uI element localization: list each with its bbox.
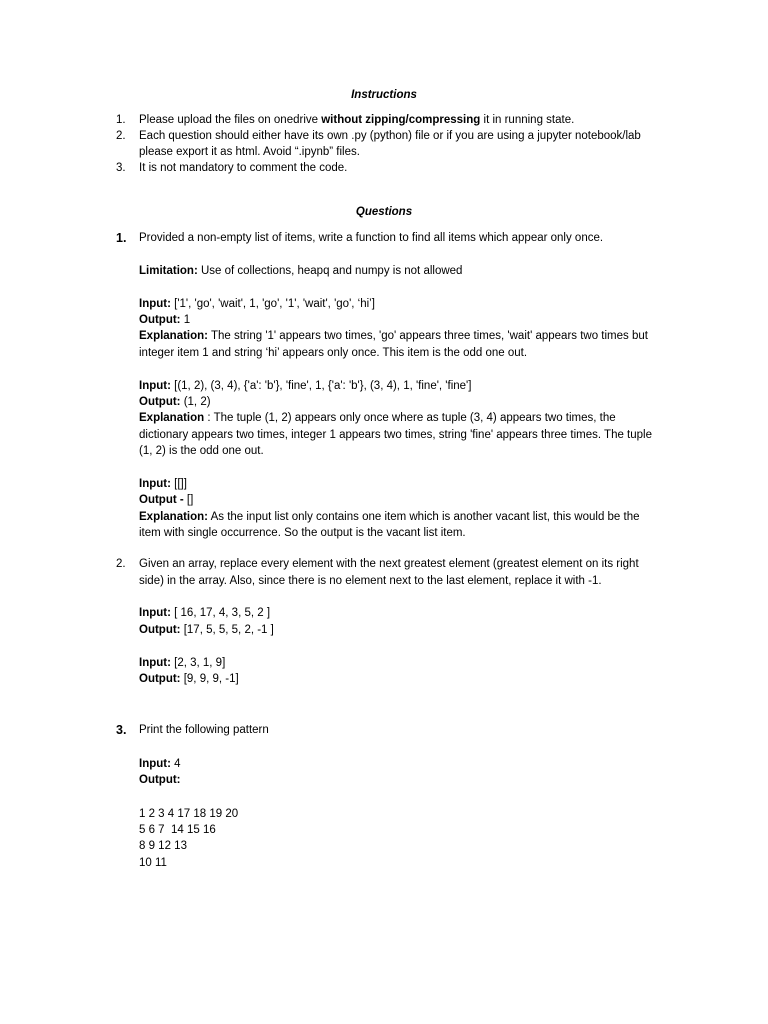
q1-example-2-output: Output: (1, 2) bbox=[139, 396, 211, 408]
instruction-item-2-line-2: please export it as html. Avoid “.ipynb” files. bbox=[139, 146, 360, 158]
question-3-prompt: Print the following pattern bbox=[139, 724, 269, 736]
q1-example-1-explanation-line-2: integer item 1 and string ‘hi’ appears only once. This item is the odd one out. bbox=[139, 347, 528, 359]
instruction-bold-text: without zipping/compressing bbox=[321, 114, 481, 126]
q3-pattern-line: 5 6 7 14 15 16 bbox=[139, 824, 216, 836]
q3-pattern-line: 10 11 bbox=[139, 857, 167, 869]
q1-example-3-output: Output - [] bbox=[139, 494, 194, 506]
question-2-number: 2. bbox=[116, 558, 126, 570]
instructions-heading: Instructions bbox=[351, 89, 417, 101]
questions-heading: Questions bbox=[355, 206, 413, 218]
instruction-item-2-line-1: Each question should either have its own .py (python) file or if you are using a jupyter notebook/lab bbox=[139, 130, 641, 142]
q1-example-1-input: Input: ['1', 'go', 'wait', 1, 'go', '1', 'wait', 'go', ‘hi’] bbox=[139, 298, 375, 310]
question-1-limitation: Limitation: Use of collections, heapq and numpy is not allowed bbox=[139, 265, 463, 277]
instruction-num-2: 2. bbox=[116, 130, 126, 142]
q1-example-2-explanation-line-3: (1, 2) is the odd one out. bbox=[139, 445, 264, 457]
q1-example-3-input: Input: [[]] bbox=[139, 478, 187, 490]
q2-example-2-input: Input: [2, 3, 1, 9] bbox=[139, 657, 226, 669]
q1-example-3-explanation-line-2: item with single occurrence. So the output is the vacant list item. bbox=[139, 527, 466, 539]
q1-example-3-explanation: Explanation: As the input list only contains one item which is another vacant list, this would be the bbox=[139, 511, 640, 523]
question-2-prompt: Given an array, replace every element with the next greatest element (greatest element on its right bbox=[139, 558, 639, 570]
instruction-num-3: 3. bbox=[116, 162, 126, 174]
question-1-prompt: Provided a non-empty list of items, write a function to find all items which appear only once. bbox=[139, 232, 604, 244]
q3-output-label: Output: bbox=[139, 774, 181, 786]
q2-example-1-input: Input: [ 16, 17, 4, 3, 5, 2 ] bbox=[139, 607, 271, 619]
q1-example-1-output: Output: 1 bbox=[139, 314, 191, 326]
instruction-item-3: It is not mandatory to comment the code. bbox=[139, 162, 348, 174]
question-2-prompt-line-2: side) in the array. Also, since there is no element next to the last element, replace it with -1. bbox=[139, 575, 602, 587]
q2-example-1-output: Output: [17, 5, 5, 5, 2, -1 ] bbox=[139, 624, 274, 636]
q3-pattern-line: 1 2 3 4 17 18 19 20 bbox=[139, 808, 239, 820]
q3-input: Input: 4 bbox=[139, 758, 181, 770]
question-3-number: 3. bbox=[116, 723, 127, 737]
instruction-num-1: 1. bbox=[116, 114, 126, 126]
q2-example-2-output: Output: [9, 9, 9, -1] bbox=[139, 673, 239, 685]
q1-example-2-explanation: Explanation : The tuple (1, 2) appears only once where as tuple (3, 4) appears two times, the bbox=[139, 412, 616, 424]
question-1-number: 1. bbox=[116, 231, 127, 245]
q1-example-2-explanation-line-2: dictionary appears two times, integer 1 appears two times, string 'fine' appears three times. The tuple bbox=[139, 429, 652, 441]
instruction-item-1: Please upload the files on onedrive without zipping/compressing it in running state. bbox=[139, 114, 575, 126]
q1-example-1-explanation: Explanation: The string '1' appears two times, 'go' appears three times, 'wait' appears two times but bbox=[139, 330, 648, 342]
q1-example-2-input: Input: [(1, 2), (3, 4), {'a': 'b'}, 'fine', 1, {'a': 'b'}, (3, 4), 1, 'fine', 'fine'] bbox=[139, 380, 472, 392]
q3-pattern-line: 8 9 12 13 bbox=[139, 840, 187, 852]
